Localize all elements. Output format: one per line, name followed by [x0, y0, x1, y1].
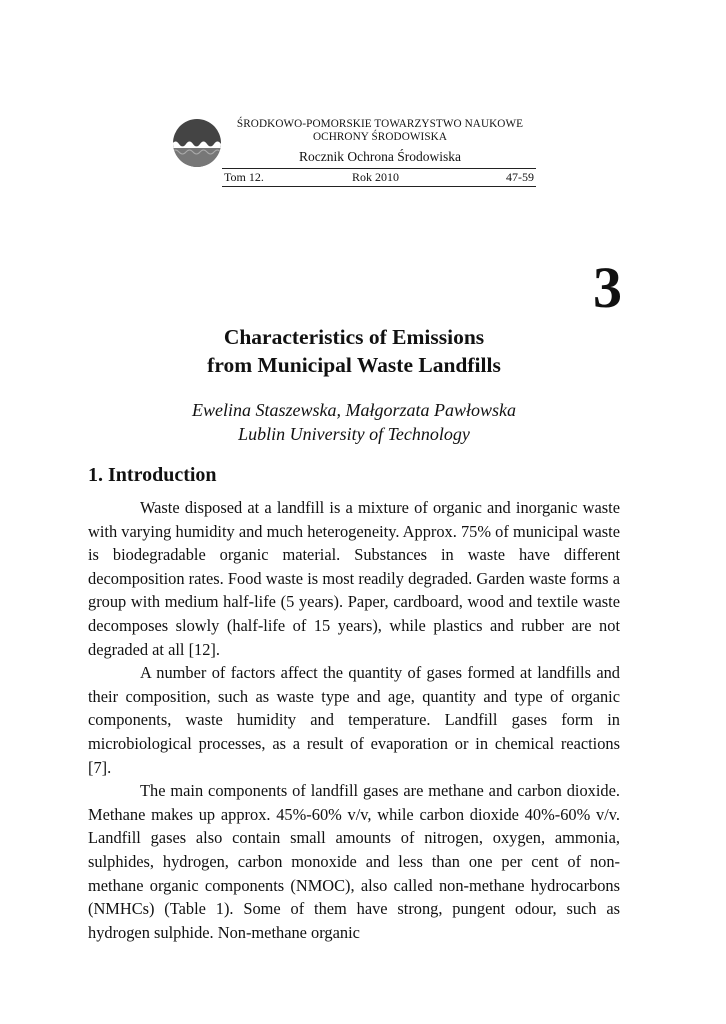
section-heading: 1. Introduction — [88, 464, 217, 486]
paper-title — [88, 323, 620, 379]
title-line-1: Characteristics of Emissions — [223, 325, 485, 349]
year: Rok 2010 — [352, 170, 400, 184]
title-line-2: from Municipal Waste Landfills — [207, 353, 501, 377]
journal-header — [224, 118, 536, 165]
author-names: Ewelina Staszewska, Małgorzata Pawłowska — [192, 400, 516, 420]
society-name-line1: ŚRODKOWO-POMORSKIE TOWARZYSTWO NAUKOWE — [236, 118, 524, 130]
journal-name: Rocznik Ochrona Środowiska — [299, 149, 461, 164]
society-logo-icon — [172, 118, 222, 168]
body-text — [88, 496, 620, 944]
paragraph: The main components of landfill gases are methane and carbon dioxide. Methane makes up approx. 45%-60% v/v, while carbon dioxide 40%-60% v/v. Landfill gases also contain small amounts of nitrogen, oxygen, ammonia, sulphides, hydrogen, carbon monoxide and less than one per cent of non-methane organic components (NMOC), also called non-methane hydrocarbons (NMHCs) (Table 1). Some of them have strong, pungent odour, such as hydrogen sulphide. Non-methane organic — [88, 781, 620, 942]
journal-meta — [222, 170, 536, 186]
paragraph: Waste disposed at a landfill is a mixture of organic and inorganic waste with varying humidity and much heterogeneity. Approx. 75% of municipal waste is biodegradable organic material. Substances in waste have different decomposition rates. Food waste is most readily degraded. Garden waste forms a group with medium half-life (5 years). Paper, cardboard, wood and textile waste decomposes slowly (half-life of 15 years), while plastics and rubber are not degraded at all [12]. — [88, 498, 620, 659]
affiliation: Lublin University of Technology — [238, 424, 470, 444]
paragraph: A number of factors affect the quantity of gases formed at landfills and their composition, such as waste type and age, quantity and type of organic components, waste humidity and temperature. Landfill gases form in microbiological processes, as a result of evaporation or in chemical reactions [7]. — [88, 663, 620, 777]
page-range: 47-59 — [506, 170, 534, 184]
chapter-number: 3 — [593, 255, 622, 320]
header-divider-bottom — [222, 186, 536, 187]
header-divider-top — [222, 168, 536, 169]
author-block — [88, 398, 620, 446]
volume: Tom 12. — [224, 170, 264, 184]
society-name-line2: OCHRONY ŚRODOWISKA — [312, 131, 448, 143]
